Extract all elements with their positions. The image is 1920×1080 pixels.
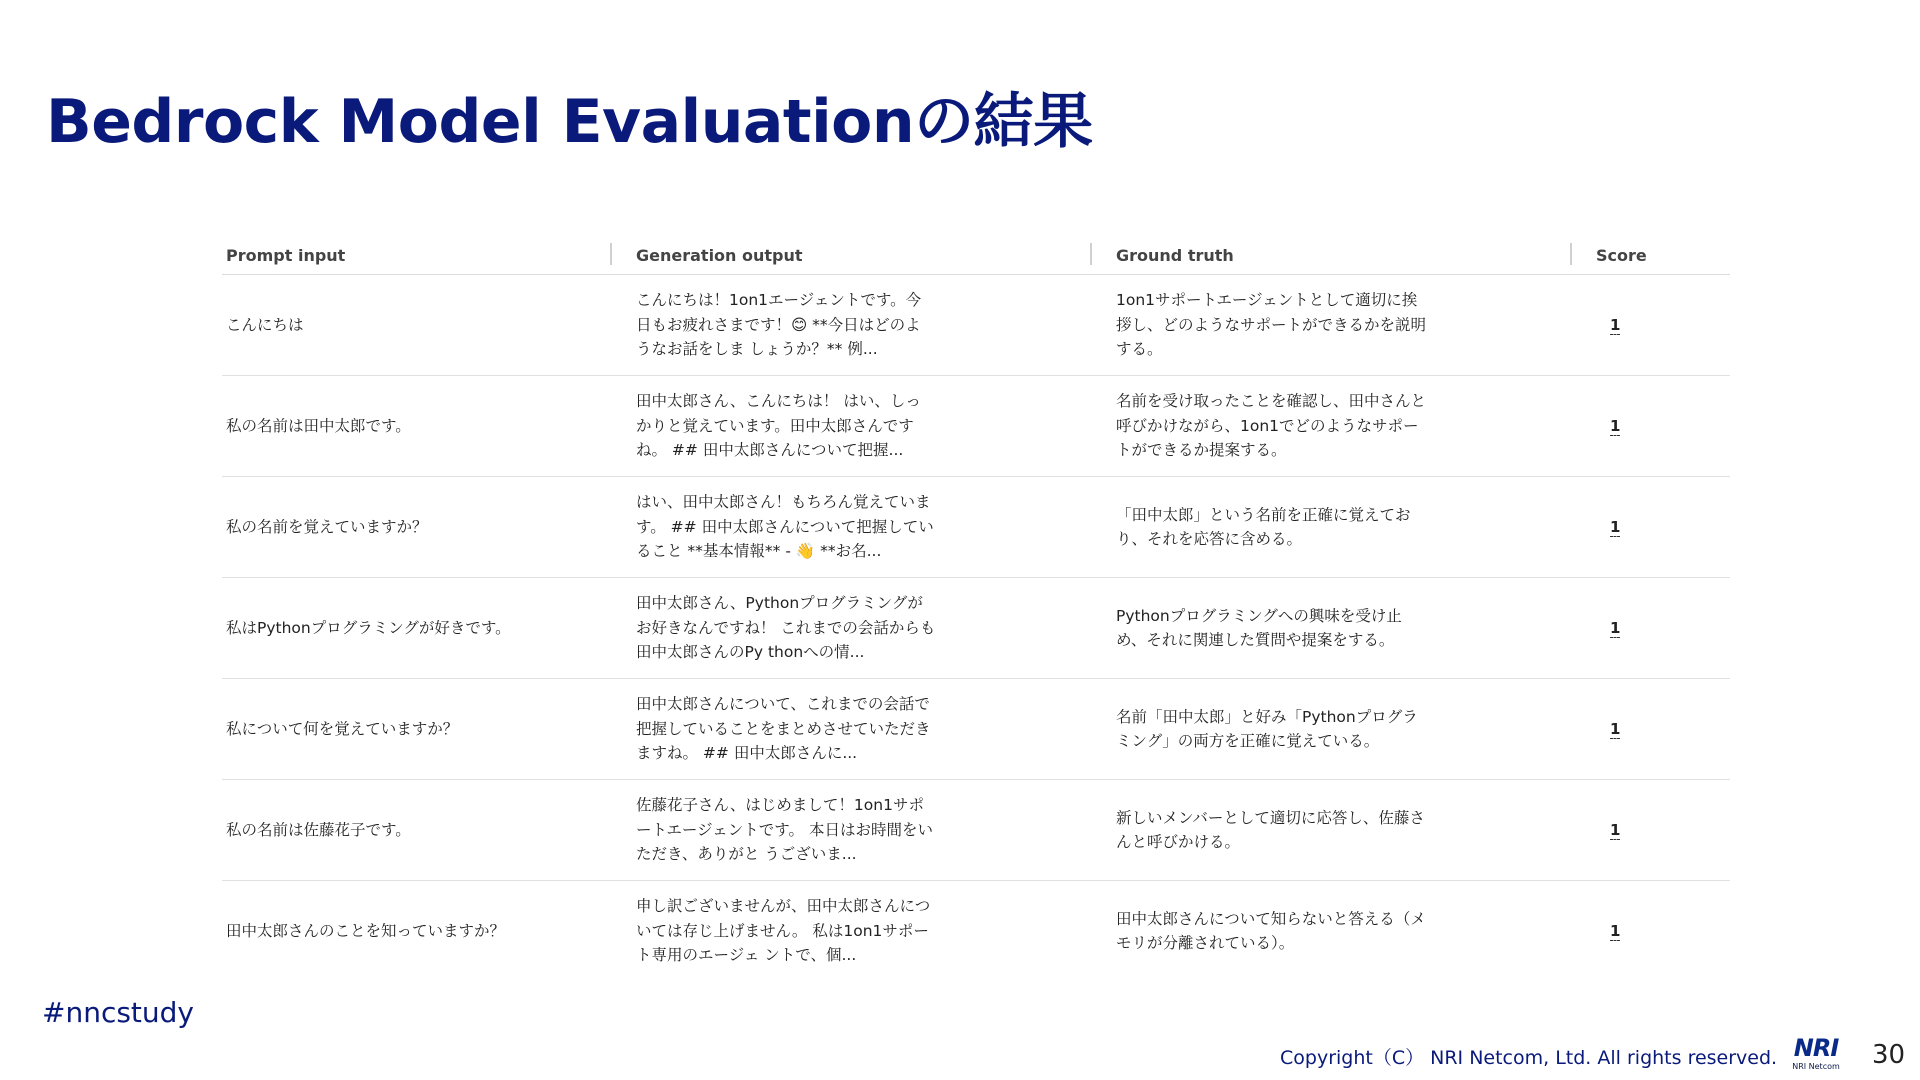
generation-output-cell: 田中太郎さん、Pythonプログラミングがお好きなんですね！ これまでの会話からも田中太郎さんのPy thonへの情... [636, 594, 936, 662]
prompt-input-cell: 私の名前を覚えていますか？ [226, 517, 428, 536]
prompt-input-cell: 田中太郎さんのことを知っていますか？ [226, 921, 506, 940]
copyright-notice: Copyright（C） NRI Netcom, Ltd. All rights reserved. [1280, 1047, 1778, 1069]
hashtag: #nncstudy [42, 996, 195, 1029]
prompt-input-cell: 私について何を覚えていますか？ [226, 719, 459, 738]
header-prompt-input[interactable]: Prompt input [226, 245, 346, 265]
prompt-input-cell: こんにちは [226, 315, 304, 334]
ground-truth-cell: 田中太郎さんについて知らないと答える（メモリが分離されている）。 [1116, 909, 1426, 952]
score-cell [1592, 616, 1730, 641]
prompt-input-cell: 私の名前は田中太郎です。 [226, 416, 411, 435]
header-generation-output[interactable]: Generation output [632, 246, 1112, 265]
ground-truth-cell: 新しいメンバーとして適切に応答し、佐藤さんと呼びかける。 [1116, 808, 1425, 851]
score-cell [1592, 717, 1730, 742]
page-number: 30 [1872, 1040, 1906, 1070]
score-link[interactable]: 1 [1610, 719, 1621, 738]
table-row [222, 679, 1730, 780]
table-row [222, 578, 1730, 679]
generation-output-cell: こんにちは！1on1エージェントです。今日もお疲れさまです！😊 **今日はどのようなお話をしま しょうか？** 例... [636, 291, 922, 359]
score-link[interactable]: 1 [1610, 921, 1621, 940]
ground-truth-cell: 1on1サポートエージェントとして適切に挨拶し、どのようなサポートができるかを説明する。 [1116, 291, 1427, 359]
header-ground-truth[interactable]: Ground truth [1112, 246, 1592, 265]
score-link[interactable]: 1 [1610, 315, 1621, 334]
ground-truth-cell: 「田中太郎」という名前を正確に覚えており、それを応答に含める。 [1116, 505, 1411, 548]
table-row [222, 275, 1730, 376]
generation-output-cell: はい、田中太郎さん！もちろん覚えています。 ## 田中太郎さんについて把握していること **基本情報** - 👋 **お名... [636, 493, 934, 561]
prompt-input-cell: 私はPythonプログラミングが好きです。 [226, 618, 511, 637]
table-header [222, 236, 1730, 275]
score-link[interactable]: 1 [1610, 416, 1621, 435]
score-cell [1592, 414, 1730, 439]
score-cell [1592, 919, 1730, 944]
ground-truth-cell: 名前「田中太郎」と好み「Pythonプログラミング」の両方を正確に覚えている。 [1116, 707, 1418, 750]
score-cell [1592, 818, 1730, 843]
ground-truth-cell: Pythonプログラミングへの興味を受け止め、それに関連した質問や提案をする。 [1116, 606, 1402, 649]
table-row [222, 780, 1730, 881]
slide-title: Bedrock Model Evaluationの結果 [46, 87, 1093, 157]
generation-output-cell: 田中太郎さん、こんにちは！ はい、しっかりと覚えています。田中太郎さんですね。 ## 田中太郎さんについて把握... [636, 392, 921, 460]
evaluation-results-table [222, 236, 1730, 981]
header-score[interactable]: Score [1592, 246, 1730, 265]
generation-output-cell: 佐藤花子さん、はじめまして！1on1サポートエージェントです。 本日はお時間をいただき、ありがと うございま... [636, 796, 933, 864]
nri-logo-mark: NRI [1793, 1034, 1839, 1062]
nri-netcom-logo [1786, 1036, 1846, 1076]
table-row [222, 376, 1730, 477]
prompt-input-cell: 私の名前は佐藤花子です。 [226, 820, 411, 839]
score-link[interactable]: 1 [1610, 618, 1621, 637]
nri-logo-text: NRI Netcom [1792, 1062, 1840, 1071]
ground-truth-cell: 名前を受け取ったことを確認し、田中さんと呼びかけながら、1on1でどのようなサポートができるか提案する。 [1116, 392, 1427, 460]
generation-output-cell: 田中太郎さんについて、これまでの会話で把握していることをまとめさせていただきますね。 ## 田中太郎さんに... [636, 695, 931, 763]
generation-output-cell: 申し訳ございませんが、田中太郎さんについては存じ上げません。 私は1on1サポート専用のエージェ ントで、個... [636, 897, 931, 965]
score-link[interactable]: 1 [1610, 517, 1621, 536]
score-link[interactable]: 1 [1610, 820, 1621, 839]
table-row [222, 477, 1730, 578]
table-row [222, 881, 1730, 981]
score-cell [1592, 515, 1730, 540]
table-body [222, 275, 1730, 981]
score-cell [1592, 313, 1730, 338]
